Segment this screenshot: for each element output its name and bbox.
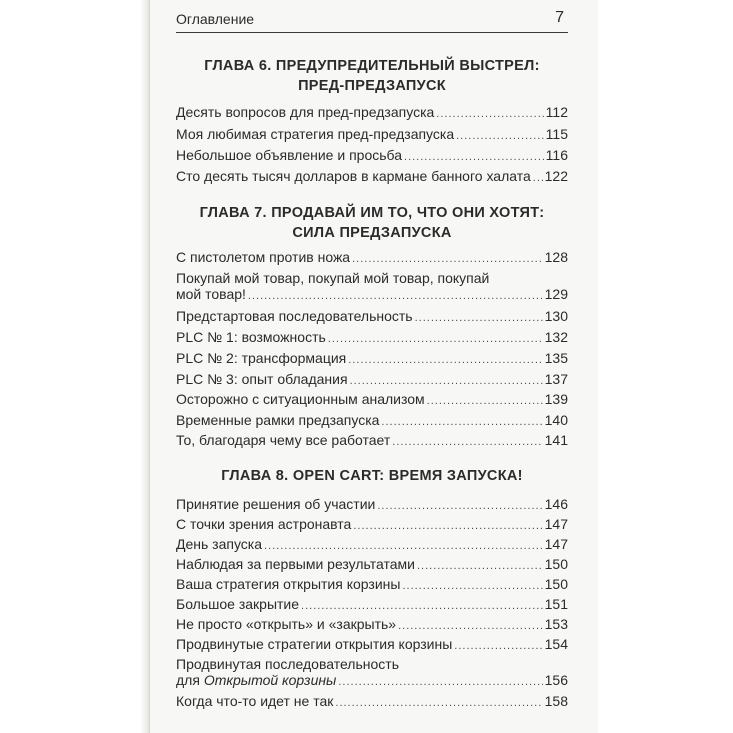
book-spine-shadow [140,0,150,733]
toc-entry-title: Сто десять тысяч долларов в кармане банного халата [176,168,531,184]
leader-dots [533,172,543,184]
toc-entry-page: 137 [544,371,568,387]
toc-entry-page: 150 [544,556,568,572]
toc-entry-title: Когда что-то идет не так [176,693,334,709]
toc-entry-title: Осторожно с ситуационным анализом [176,391,425,407]
leader-dots [301,600,543,612]
toc-entry-title: Не просто «открыть» и «закрыть» [176,616,397,632]
toc-entry-title: Предстартовая последовательность [176,308,413,324]
toc-entry-title-line1: Покупай мой товар, покупай мой товар, покупай [176,270,490,286]
toc-entry-title: Десять вопросов для пред-предзапуска [176,104,435,120]
toc-entry-title-line1: Продвинутая последовательность [176,656,399,672]
leader-dots [436,108,543,120]
chapter-7-heading [176,203,568,243]
toc-entry-page: 158 [544,693,568,709]
toc-entry-title: Продвинутые стратегии открытия корзины [176,636,453,652]
toc-entry[interactable] [176,656,568,688]
toc-entry[interactable] [176,616,568,632]
toc-entry-page: 122 [544,168,568,184]
section-title: Оглавление [176,11,255,27]
chapter-7-title-line1: ГЛАВА 7. ПРОДАВАЙ ИМ ТО, ЧТО ОНИ ХОТЯТ: [199,205,545,221]
toc-entry-title: PLC № 1: возможность [176,329,326,345]
chapter-6-title-line1: ГЛАВА 6. ПРЕДУПРЕДИТЕЛЬНЫЙ ВЫСТРЕЛ: [204,58,540,74]
toc-entry[interactable] [176,693,568,709]
toc-entry[interactable] [176,556,568,572]
toc-entry-line2 [176,286,568,302]
leader-dots [335,697,542,709]
leader-dots [353,520,542,532]
toc-entry-page: 151 [544,596,568,612]
toc-entry[interactable] [176,636,568,652]
toc-entry[interactable] [176,329,568,345]
toc-entry[interactable] [176,104,568,120]
toc-entry-page: 112 [545,104,568,120]
leader-dots [417,560,543,572]
toc-entry-page: 141 [544,432,568,448]
leader-dots [350,375,543,387]
toc-entry-title: Наблюдая за первыми результатами [176,556,415,572]
toc-entry-page: 150 [544,576,568,592]
toc-entry-page: 146 [544,496,568,512]
toc-entry-title: Принятие решения об участии [176,496,376,512]
leader-dots [377,500,542,512]
chapter-7-title-line2: СИЛА ПРЕДЗАПУСКА [292,225,452,241]
leader-dots [404,151,544,163]
toc-entry-page: 147 [544,536,568,552]
toc-entry[interactable] [176,432,568,448]
toc-entry-page: 115 [545,126,568,142]
toc-entry[interactable] [176,308,568,324]
toc-entry[interactable] [176,516,568,532]
toc-entry[interactable] [176,249,568,265]
leader-dots [392,436,542,448]
leader-dots [415,312,543,324]
toc-entry[interactable] [176,496,568,512]
toc-entry-title: Временные рамки предзапуска [176,412,380,428]
chapter-8-title: ГЛАВА 8. OPEN CART: ВРЕМЯ ЗАПУСКА! [221,468,523,484]
toc-entry-title: Небольшое объявление и просьба [176,147,403,163]
running-header [176,8,568,33]
toc-entry-title: Ваша стратегия открытия корзины [176,576,401,592]
toc-entry-title: PLC № 3: опыт обладания [176,371,348,387]
toc-entry-page: 128 [544,249,568,265]
toc-entry-page: 116 [545,147,568,163]
toc-entry-title: С пистолетом против ножа [176,249,351,265]
leader-dots [348,354,542,366]
toc-entry-title: То, благодаря чему все работает [176,432,391,448]
toc-entry-page: 147 [544,516,568,532]
toc-entry-title: День запуска [176,536,263,552]
toc-entry[interactable] [176,596,568,612]
toc-entry-title: Большое закрытие [176,596,300,612]
leader-dots [248,290,543,302]
leader-dots [427,395,543,407]
page-number: 7 [555,9,564,26]
leader-dots [381,416,542,428]
leader-dots [328,333,543,345]
toc-entry[interactable] [176,412,568,428]
toc-entry-page: 153 [544,616,568,632]
toc-entry-title-prefix: для [176,672,204,688]
leader-dots [398,620,543,632]
chapter-8-heading [176,466,568,486]
leader-dots [454,640,542,652]
toc-entry[interactable] [176,147,568,163]
toc-entry-page: 154 [544,636,568,652]
leader-dots [456,130,544,142]
leader-dots [264,540,543,552]
toc-entry[interactable] [176,371,568,387]
leader-dots [402,580,542,592]
toc-entry[interactable] [176,270,568,302]
toc-entry-page: 140 [544,412,568,428]
toc-entry[interactable] [176,391,568,407]
toc-entry[interactable] [176,350,568,366]
chapter-6-heading [176,56,568,96]
toc-entry-page: 132 [544,329,568,345]
leader-dots [352,253,543,265]
toc-entry-line2 [176,672,568,688]
toc-entry[interactable] [176,576,568,592]
toc-entry[interactable] [176,168,568,184]
toc-entry-page: 129 [544,286,568,302]
leader-dots [338,676,542,688]
toc-entry-title: С точки зрения астронавта [176,516,352,532]
toc-entry-page: 156 [544,672,568,688]
toc-entry-title-italic: Открытой корзины [203,672,337,688]
toc-entry-page: 130 [544,308,568,324]
toc-entry-page: 135 [544,350,568,366]
toc-entry-title: Моя любимая стратегия пред-предзапуска [176,126,455,142]
chapter-6-title-line2: ПРЕД-ПРЕДЗАПУСК [298,78,446,94]
toc-entry-title-line2: мой товар! [176,286,246,302]
toc-entry[interactable] [176,536,568,552]
toc-entry-page: 139 [544,391,568,407]
toc-entry[interactable] [176,126,568,142]
toc-entry-title: PLC № 2: трансформация [176,350,347,366]
